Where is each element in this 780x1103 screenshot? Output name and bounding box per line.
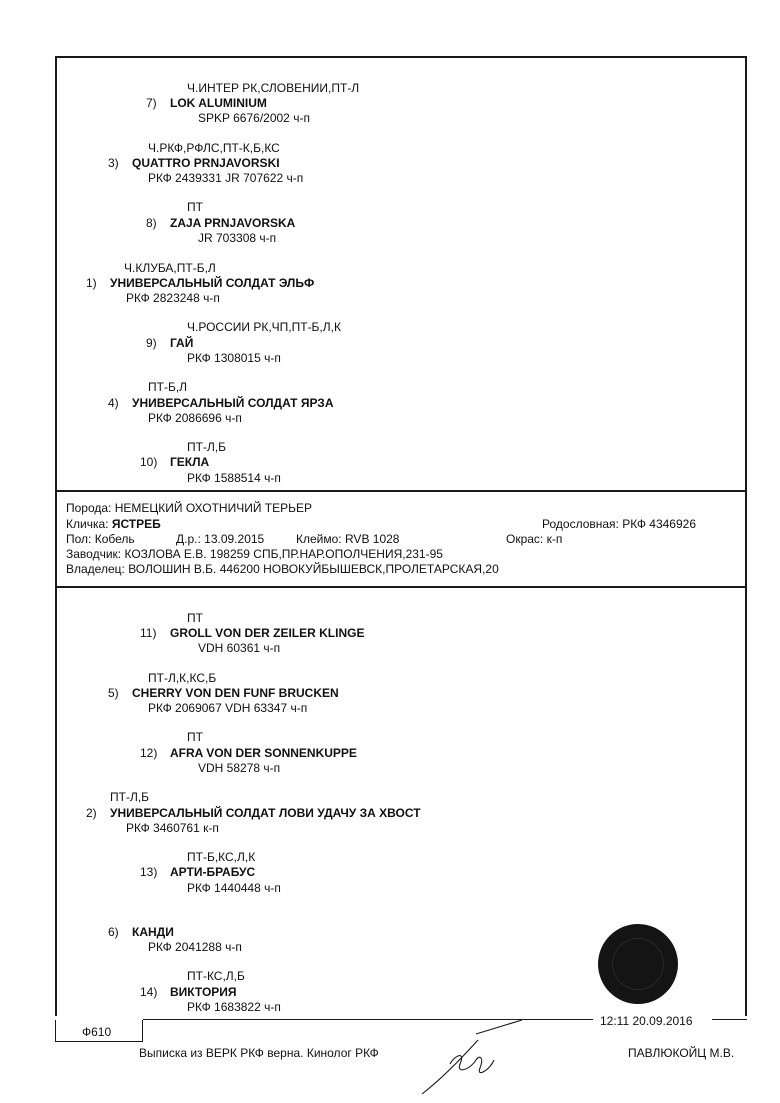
breed-label: Порода:	[66, 501, 112, 515]
ancestor-11-number: 11)	[140, 626, 157, 640]
ancestor-11-registration: VDH 60361 ч-п	[198, 641, 281, 655]
ancestor-3-name: QUATTRO PRNJAVORSKI	[132, 156, 280, 170]
ancestor-14-number: 14)	[140, 985, 158, 999]
breeder-label: Заводчик:	[66, 547, 122, 561]
breeder-value: КОЗЛОВА Е.В. 198259 СПБ,ПР.НАР.ОПОЛЧЕНИЯ,231-95	[124, 547, 443, 561]
ancestor-4-titles: ПТ-Б,Л	[148, 380, 188, 394]
ancestor-10-number: 10)	[140, 455, 158, 469]
ancestor-4-number: 4)	[108, 396, 119, 410]
ancestor-5-registration: РКФ 2069067 VDH 63347 ч-п	[148, 701, 308, 715]
brand-line	[296, 533, 399, 545]
dob-value: 13.09.2015	[204, 532, 265, 546]
print-timestamp: 12:11 20.09.2016	[600, 1014, 693, 1028]
ancestor-11-name: GROLL VON DER ZEILER KLINGE	[170, 626, 365, 640]
certification-text: Выписка из ВЕРК РКФ верна. Кинолог РКФ	[139, 1046, 379, 1060]
pedigree-label: Родословная:	[542, 517, 619, 531]
frame-top	[55, 56, 747, 58]
sex-label: Пол:	[66, 532, 92, 546]
frame-left	[55, 56, 57, 1016]
ancestor-2-name: УНИВЕРСАЛЬНЫЙ СОЛДАТ ЛОВИ УДАЧУ ЗА ХВОСТ	[110, 806, 421, 820]
owner-value: ВОЛОШИН В.Б. 446200 НОВОКУЙБЫШЕВСК,ПРОЛЕТАРСКАЯ,20	[128, 562, 499, 576]
brand-label: Клеймо:	[296, 532, 342, 546]
dob-line	[176, 533, 264, 545]
ancestor-4-registration: РКФ 2086696 ч-п	[148, 411, 242, 425]
ancestor-10-registration: РКФ 1588514 ч-п	[187, 471, 281, 485]
breed-line	[66, 502, 312, 514]
name-line	[66, 518, 161, 530]
ancestor-14-registration: РКФ 1683822 ч-п	[187, 1000, 281, 1014]
ancestor-9-number: 9)	[146, 336, 157, 350]
ancestor-12-titles: ПТ	[187, 730, 203, 744]
ancestor-5-name: CHERRY VON DEN FUNF BRUCKEN	[132, 686, 339, 700]
ancestor-2-registration: РКФ 3460761 к-п	[126, 821, 219, 835]
ancestor-5-number: 5)	[108, 686, 119, 700]
signer-name: ПАВЛЮКОЙЦ М.В.	[628, 1046, 735, 1060]
brand-value: RVB 1028	[344, 532, 400, 546]
breed-value: НЕМЕЦКИЙ ОХОТНИЧИЙ ТЕРЬЕР	[114, 501, 313, 515]
ancestor-13-number: 13)	[140, 865, 158, 879]
ancestor-11-titles: ПТ	[187, 611, 203, 625]
ancestor-1-name: УНИВЕРСАЛЬНЫЙ СОЛДАТ ЭЛЬФ	[110, 276, 315, 290]
ancestor-7-titles: Ч.ИНТЕР РК,СЛОВЕНИИ,ПТ-Л	[187, 81, 360, 95]
pedigree-number: РКФ 4346926	[622, 517, 696, 531]
dog-name: ЯСТРЕБ	[111, 517, 161, 531]
ancestor-6-registration: РКФ 2041288 ч-п	[148, 940, 242, 954]
stamp-inner-ring	[612, 938, 664, 990]
signature-scribble	[410, 1020, 530, 1100]
divider-info-top	[55, 490, 747, 492]
divider-info-bottom	[55, 586, 747, 588]
ancestor-14-titles: ПТ-КС,Л,Б	[187, 969, 245, 983]
ancestor-12-name: AFRA VON DER SONNENKUPPE	[170, 746, 357, 760]
ancestor-9-name: ГАЙ	[170, 336, 194, 350]
ancestor-8-number: 8)	[146, 216, 157, 230]
ancestor-6-number: 6)	[108, 925, 119, 939]
footer-line-right	[712, 1019, 747, 1020]
breeder-line	[66, 548, 443, 560]
ancestor-9-registration: РКФ 1308015 ч-п	[187, 351, 281, 365]
owner-line	[66, 563, 499, 575]
sex-value: Кобель	[94, 532, 135, 546]
ancestor-4-name: УНИВЕРСАЛЬНЫЙ СОЛДАТ ЯРЗА	[132, 396, 334, 410]
ancestor-10-name: ГЕКЛА	[170, 455, 210, 469]
ancestor-3-number: 3)	[108, 156, 119, 170]
owner-label: Владелец:	[66, 562, 125, 576]
form-code: Ф610	[82, 1025, 112, 1039]
ancestor-13-registration: РКФ 1440448 ч-п	[187, 881, 281, 895]
ancestor-9-titles: Ч.РОССИИ РК,ЧП,ПТ-Б,Л,К	[187, 320, 341, 334]
ancestor-1-number: 1)	[86, 276, 97, 290]
frame-right	[745, 56, 747, 1016]
ancestor-13-name: АРТИ-БРАБУС	[170, 865, 256, 879]
ancestor-8-titles: ПТ	[187, 200, 203, 214]
color-line	[506, 533, 562, 545]
ancestor-7-registration: SPKP 6676/2002 ч-п	[198, 111, 310, 125]
round-stamp	[598, 924, 678, 1004]
ancestor-3-titles: Ч.РКФ,РФЛС,ПТ-К,Б,КС	[148, 141, 280, 155]
ancestor-8-name: ZAJA PRNJAVORSKA	[170, 216, 296, 230]
sex-line	[66, 533, 135, 545]
dob-label: Д.р.:	[176, 532, 201, 546]
ancestor-2-titles: ПТ-Л,Б	[110, 790, 150, 804]
ancestor-6-name: КАНДИ	[132, 925, 174, 939]
ancestor-5-titles: ПТ-Л,К,КС,Б	[148, 671, 217, 685]
pedigree-line	[542, 518, 696, 530]
ancestor-2-number: 2)	[86, 806, 97, 820]
ancestor-1-titles: Ч.КЛУБА,ПТ-Б,Л	[124, 261, 216, 275]
color-label: Окрас:	[506, 532, 544, 546]
ancestor-7-name: LOK ALUMINIUM	[170, 96, 267, 110]
name-label: Кличка:	[66, 517, 109, 531]
ancestor-12-registration: VDH 58278 ч-п	[198, 761, 281, 775]
color-value: к-п	[546, 532, 563, 546]
ancestor-10-titles: ПТ-Л,Б	[187, 440, 227, 454]
ancestor-12-number: 12)	[140, 746, 158, 760]
ancestor-13-titles: ПТ-Б,КС,Л,К	[187, 850, 256, 864]
ancestor-3-registration: РКФ 2439331 JR 707622 ч-п	[148, 171, 304, 185]
ancestor-1-registration: РКФ 2823248 ч-п	[126, 291, 220, 305]
ancestor-7-number: 7)	[146, 96, 157, 110]
ancestor-8-registration: JR 703308 ч-п	[198, 231, 277, 245]
ancestor-14-name: ВИКТОРИЯ	[170, 985, 237, 999]
